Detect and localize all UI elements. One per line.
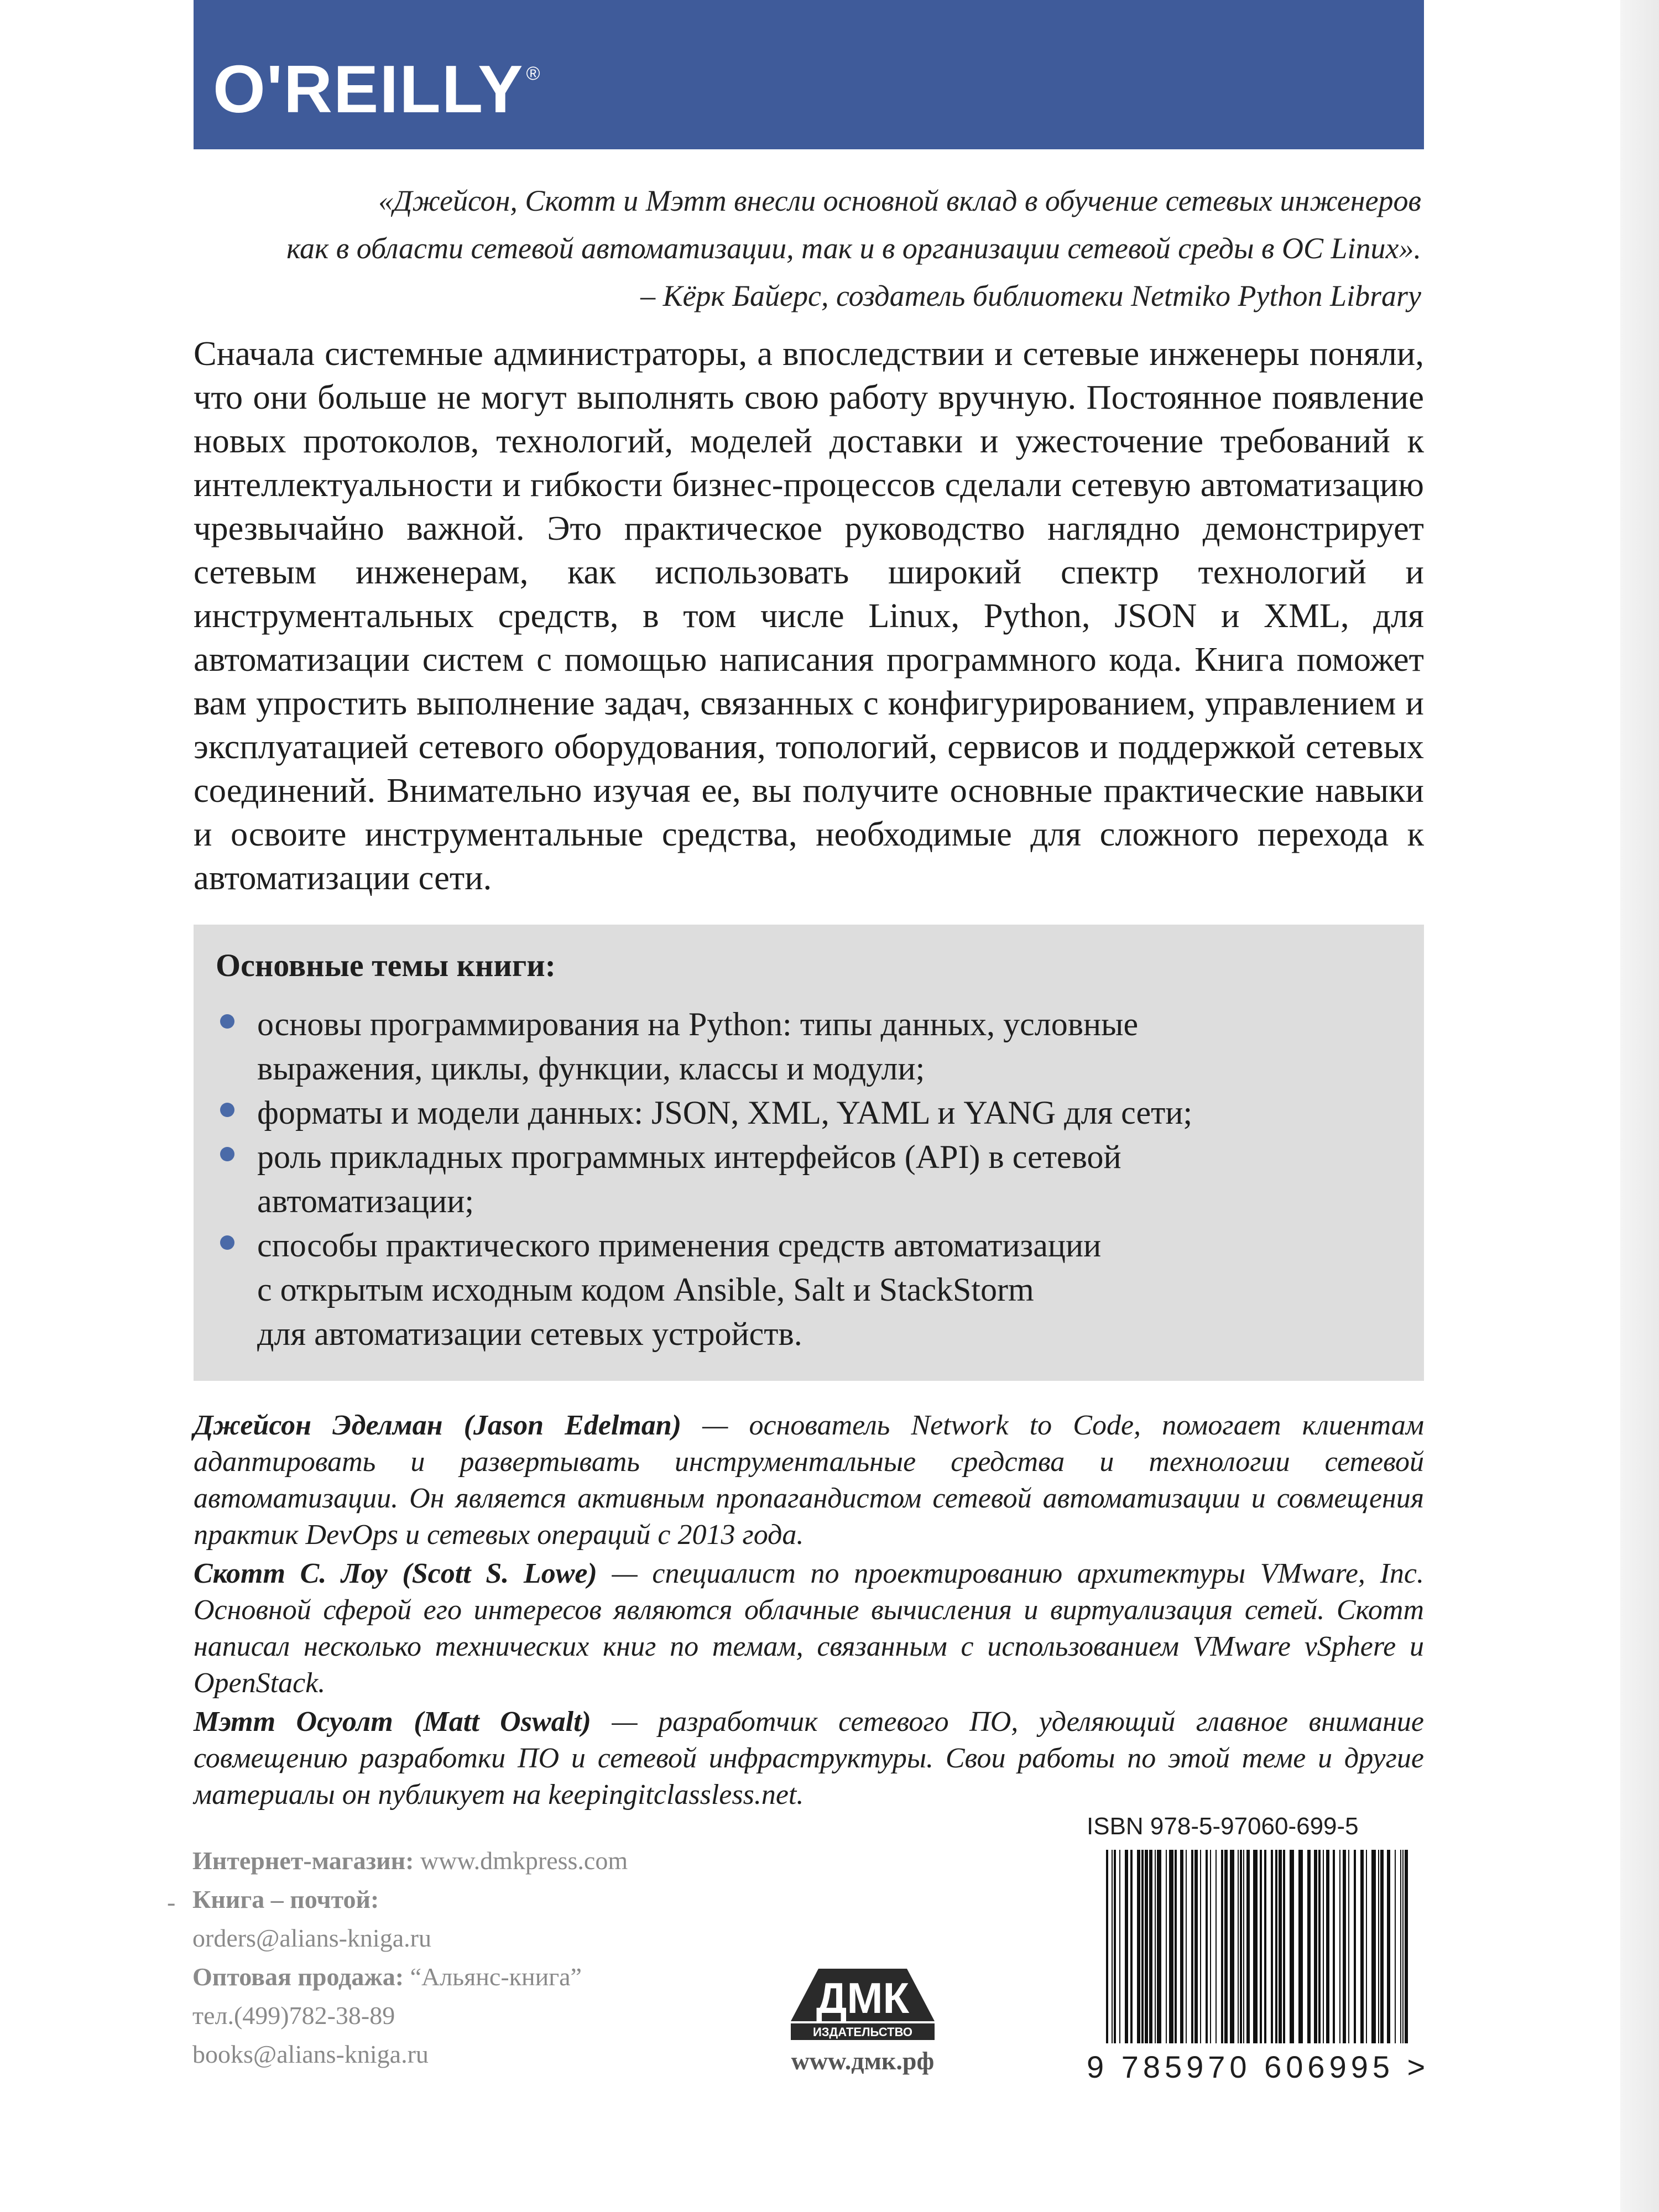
barcode-bar (1137, 1850, 1140, 2043)
barcode-bar (1290, 1850, 1294, 2043)
barcode-bar (1279, 1850, 1282, 2043)
barcode-bar (1186, 1850, 1187, 2043)
barcode-bar (1275, 1850, 1277, 2043)
barcode-bar (1323, 1850, 1324, 2043)
isbn-label: ISBN 978-5-97060-699-5 (1087, 1813, 1359, 1840)
topics-list (216, 1002, 1388, 1356)
barcode-bar (1141, 1850, 1144, 2043)
logo-text: O'REILLY (213, 51, 524, 127)
barcode-bar (1106, 1850, 1108, 2043)
wholesale-name: “Альянс-книга” (410, 1963, 582, 1991)
barcode-bar (1395, 1850, 1396, 2043)
barcode-bar (1264, 1850, 1266, 2043)
book-description: Сначала системные администраторы, а впоследствии и сетевые инженеры поняли, что они больше не могут выполнять свою работу вручную. Постоянное появление новых протоколов, технологий, моделей доставки и ужесточение требований к интеллектуальности и гибкости бизнес-процессов сделали сетевую автоматизацию чрезвычайно важной. Это практическое руководство наглядно демонстрирует сетевым инженерам, как использовать широкий спектр технологий и инструментальных средств, в том числе Linux, Python, JSON и XML, для автоматизации систем с помощью написания программного кода. Книга поможет вам упростить выполнение задач, связанных с конфигурированием, управлением и эксплуатацией сетевого оборудования, топологий, сервисов и поддержкой сетевых соединений. Внимательно изучая ее, вы получите основные практические навыки и освоите инструментальные средства, необходимые для сложного перехода к автоматизации сети. (194, 334, 1424, 897)
barcode-bar (1271, 1850, 1273, 2043)
barcode-bar (1339, 1850, 1340, 2043)
barcode-bar (1125, 1850, 1128, 2043)
dmk-logo-subtext: ИЗДАТЕЛЬСТВО (812, 2025, 913, 2039)
barcode-bar (1215, 1850, 1217, 2043)
barcode-bar (1206, 1850, 1208, 2043)
topic-item: роль прикладных программных интерфейсов (API) в сетевой автоматизации; (216, 1135, 1388, 1223)
barcode-bar (1166, 1850, 1167, 2043)
barcode-bar (1402, 1850, 1404, 2043)
quote-attribution: – Кёрк Байерс, создатель библиотеки Netmiko Python Library (640, 279, 1421, 312)
barcode-bar (1230, 1850, 1234, 2043)
dmk-logo-text: ДМК (816, 1974, 910, 2022)
barcode-bar (1360, 1850, 1364, 2043)
topics-title: Основные темы книги: (216, 947, 556, 983)
author-bio: Скотт С. Лоу (Scott S. Lowe) — специалист по проектированию архитектуры VMware, Inc. Основной сферой его интересов являются облачные вычисления и виртуализация сетей. Скотт написал несколько технических книг по темам, связанным с использованием VMware vSphere и OpenStack. (194, 1558, 1424, 1699)
dmk-logo (780, 1966, 946, 2043)
barcode-bar (1283, 1850, 1285, 2043)
author-bio: Мэтт Осуолт (Matt Oswalt) — разработчик сетевого ПО, уделяющий главное внимание совмещению разработки ПО и сетевой инфраструктуры. Свои работы по этой теме и другие материалы он публикует на keepingitclassless.net. (194, 1706, 1424, 1811)
barcode-bar (1371, 1850, 1376, 2043)
contact-info (192, 1841, 628, 2074)
barcode-bar (1354, 1850, 1356, 2043)
barcode-bar (1253, 1850, 1258, 2043)
bullet-icon (220, 1014, 234, 1029)
quote-line: «Джейсон, Скотт и Мэтт внесли основной вклад в обучение сетевых инженеров (378, 184, 1421, 217)
barcode-bar (1145, 1850, 1148, 2043)
barcode-bar (1400, 1850, 1401, 2043)
barcode-bar (1240, 1850, 1242, 2043)
barcode-bar (1221, 1850, 1223, 2043)
barcode-bar (1318, 1850, 1321, 2043)
barcode-bar (1366, 1850, 1367, 2043)
barcode-bar (1112, 1850, 1113, 2043)
barcode-bar (1119, 1850, 1120, 2043)
barcode-bar (1307, 1850, 1311, 2043)
barcode-bar (1194, 1850, 1198, 2043)
barcode (1106, 1850, 1416, 2043)
barcode-bar (1326, 1850, 1329, 2043)
barcode-bar (1175, 1850, 1177, 2043)
page-edge (1620, 0, 1659, 2212)
barcode-bar (1149, 1850, 1152, 2043)
endorsement-quote (149, 177, 1421, 320)
author-bio: Джейсон Эделман (Jason Edelman) — основатель Network to Code, помогает клиентам адаптировать и развертывать инструментальные средства и технологии сетевой автоматизации. Он является активным пропагандистом сетевой автоматизации и совмещения практик DevOps и сетевых операций с 2013 года. (194, 1410, 1425, 1551)
shop-label: Интернет-магазин: (192, 1846, 414, 1875)
barcode-bar (1343, 1850, 1346, 2043)
barcode-bar (1387, 1850, 1390, 2043)
barcode-bar (1180, 1850, 1183, 2043)
barcode-bar (1200, 1850, 1201, 2043)
publisher-url: www.дмк.рф (791, 2047, 935, 2075)
wholesale-label: Оптовая продажа: (192, 1963, 404, 1991)
barcode-bar (1238, 1850, 1239, 2043)
barcode-bar (1224, 1850, 1228, 2043)
barcode-bar (1155, 1850, 1156, 2043)
barcode-bar (1348, 1850, 1349, 2043)
author-name: Мэтт Осуолт (Matt Oswalt) (194, 1706, 591, 1738)
barcode-bar (1314, 1850, 1317, 2043)
orders-email: orders@alians-kniga.ru (192, 1924, 431, 1952)
barcode-bar (1298, 1850, 1303, 2043)
barcode-digits: 9 785970 606995 > (1087, 2049, 1430, 2084)
authors-section (194, 1407, 1424, 1815)
barcode-bar (1333, 1850, 1335, 2043)
barcode-bar (1378, 1850, 1379, 2043)
phone-number: тел.(499)782-38-89 (192, 2001, 395, 2030)
shop-url: www.dmkpress.com (420, 1846, 628, 1875)
oreilly-logo (213, 51, 541, 127)
mail-label: Книга – почтой: (192, 1885, 379, 1913)
bullet-icon (220, 1103, 234, 1117)
barcode-bar (1246, 1850, 1250, 2043)
books-email: books@alians-kniga.ru (192, 2040, 429, 2068)
topic-item: форматы и модели данных: JSON, XML, YAML и YANG для сети; (216, 1091, 1388, 1135)
quote-line: как в области сетевой автоматизации, так и в организации сетевой среды в ОС Linux». (286, 232, 1421, 265)
topic-item: способы практического применения средств автоматизации с открытым исходным кодом Ansible, Salt и StackStorm для автоматизации сетевых устройств. (216, 1223, 1388, 1356)
margin-dash: - (167, 1888, 176, 1916)
barcode-bar (1210, 1850, 1211, 2043)
barcode-bar (1130, 1850, 1133, 2043)
author-name: Джейсон Эделман (Jason Edelman) (194, 1410, 682, 1441)
bullet-icon (220, 1147, 234, 1161)
barcode-bar (1405, 1850, 1408, 2043)
topic-item: основы программирования на Python: типы данных, условные выражения, циклы, функции, классы и модули; (216, 1002, 1388, 1091)
registered-mark: ® (526, 63, 541, 84)
barcode-bar (1191, 1850, 1193, 2043)
bullet-icon (220, 1235, 234, 1250)
barcode-bar (1114, 1850, 1116, 2043)
barcode-bar (1169, 1850, 1173, 2043)
barcode-bar (1243, 1850, 1244, 2043)
barcode-bar (1157, 1850, 1161, 2043)
barcode-bar (1380, 1850, 1384, 2043)
author-name: Скотт С. Лоу (Scott S. Lowe) (194, 1558, 597, 1589)
barcode-bar (1260, 1850, 1262, 2043)
